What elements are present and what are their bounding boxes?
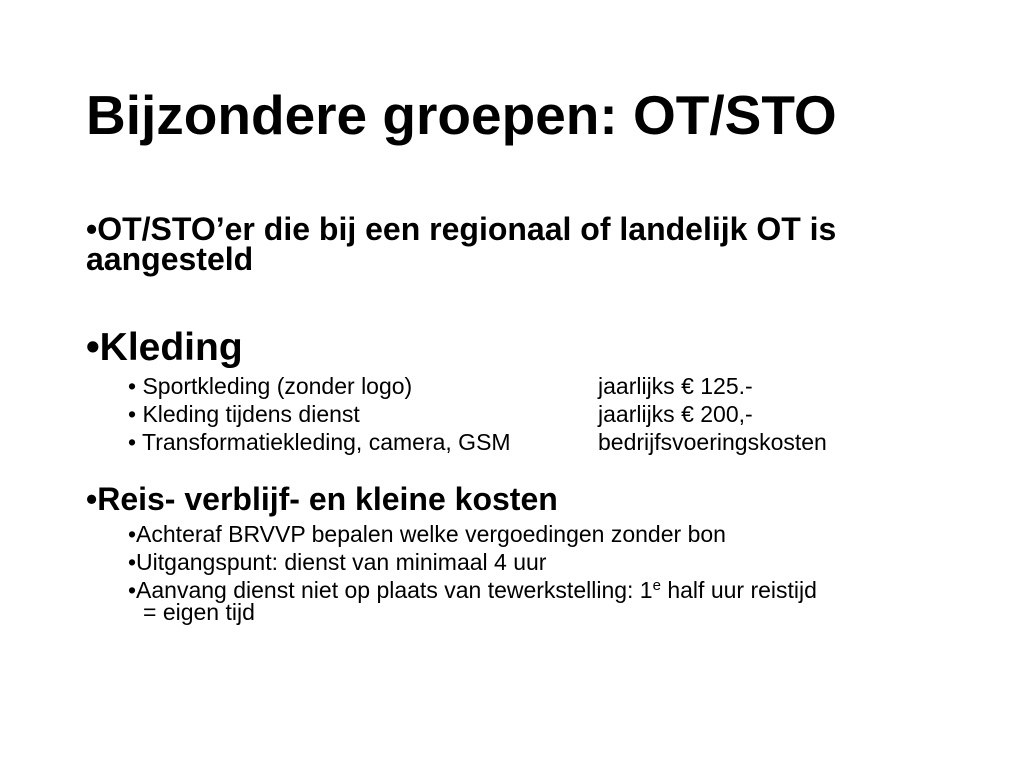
reis-item-aanvang-continuation: = eigen tijd	[143, 599, 255, 625]
kleding-item-value: jaarlijks € 200,-	[598, 401, 753, 427]
reis-item-aanvang-text: •Aanvang dienst niet op plaats van tewerkstelling: 1	[128, 577, 653, 603]
kleding-item-label: • Kleding tijdens dienst	[128, 401, 360, 427]
kleding-item-value: jaarlijks € 125.-	[598, 373, 753, 399]
kleding-item-label: • Transformatiekleding, camera, GSM	[128, 429, 511, 455]
kleding-item-label: • Sportkleding (zonder logo)	[128, 373, 413, 399]
bullet-reis-heading: •Reis- verblijf- en kleine kosten	[86, 481, 558, 517]
bullet-kleding-heading: •Kleding	[86, 326, 243, 369]
reis-item: •Achteraf BRVVP bepalen welke vergoedingen zonder bon	[128, 521, 726, 547]
slide-title: Bijzondere groepen: OT/STO	[86, 84, 837, 146]
bullet-ot-sto: •OT/STO’er die bij een regionaal of landelijk OT is aangesteld	[86, 211, 837, 277]
kleding-item-value: bedrijfsvoeringskosten	[598, 429, 827, 455]
reis-item: •Uitgangspunt: dienst van minimaal 4 uur	[128, 549, 547, 575]
superscript-e: e	[652, 577, 661, 594]
reis-item-aanvang-text-end: half uur reistijd	[660, 577, 817, 603]
